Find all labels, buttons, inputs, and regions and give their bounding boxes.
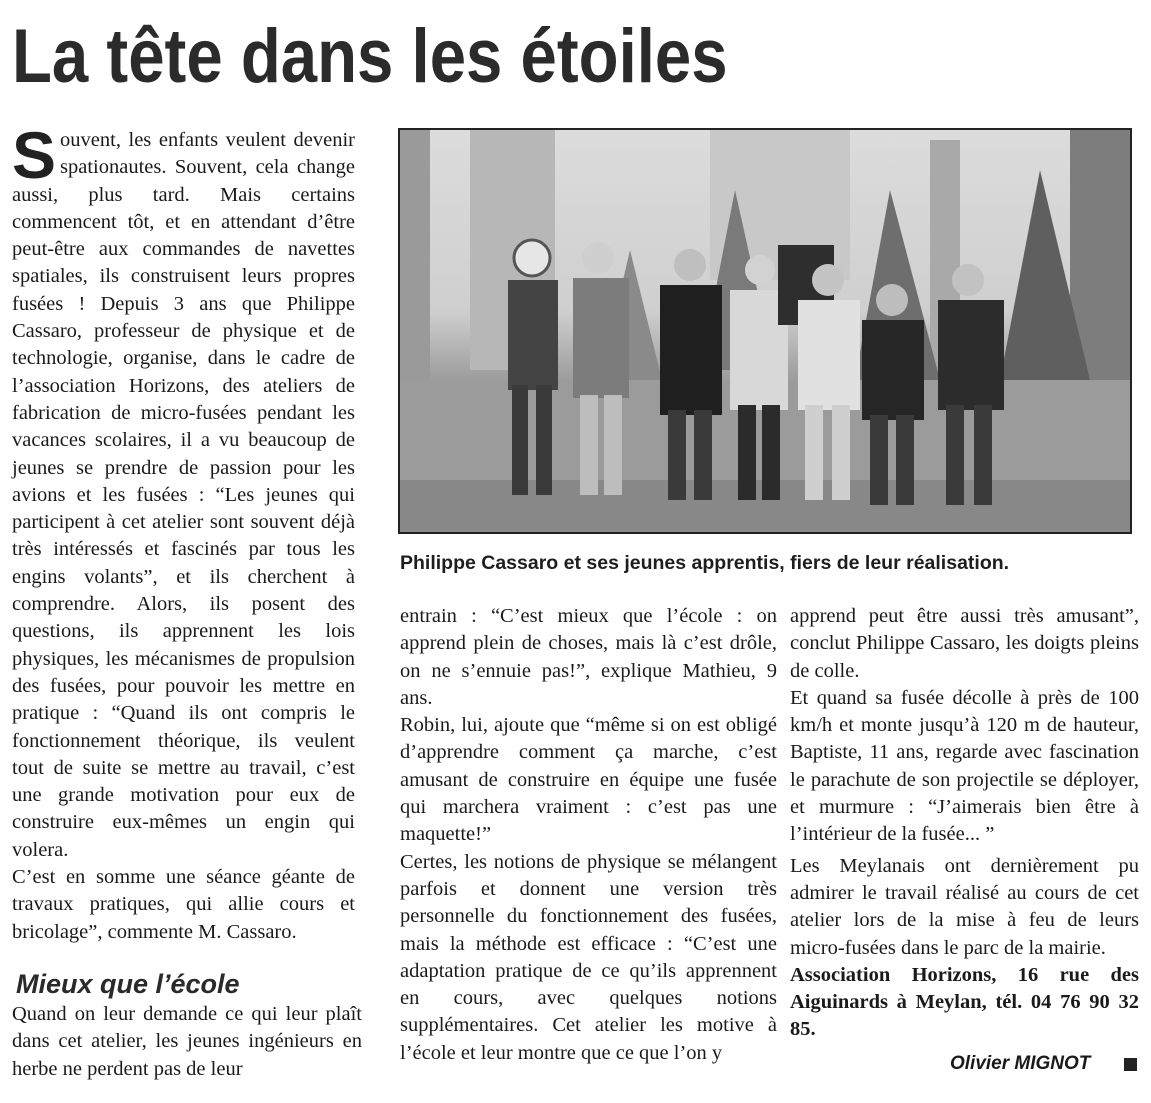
subhead: Mieux que l’école	[16, 969, 240, 999]
column-2	[400, 603, 777, 1067]
drop-cap: S	[12, 118, 57, 192]
paragraph: Et quand sa fusée décolle à près de 100 km/h et monte jusqu’à 120 m de hauteur, Baptiste, 11 ans, regarde avec fascination le parachute de son projectile se déployer, et murmure : “J’aimerais bien être à l’intérieur de la fusée... ”	[790, 686, 1139, 846]
paragraph: C’est en somme une séance géante de travaux pratiques, qui allie cours et bricolage”, commente M. Cassaro.	[12, 866, 355, 943]
group-photo-icon	[400, 130, 1130, 532]
paragraph: Robin, lui, ajoute que “même si on est obligé d’apprendre comment ça marche, c’est amusant de construire en équipe une fusée qui marchera vraiment : c’est pas une maquette!”	[400, 714, 777, 846]
end-mark-icon	[1124, 1058, 1137, 1071]
contact-info: Association Horizons, 16 rue des Aiguinards à Meylan, tél. 04 76 90 32 85.	[790, 963, 1139, 1041]
column-1	[12, 118, 355, 946]
paragraph: Certes, les notions de physique se mélangent parfois et donnent une version très personnelle du fonctionnement des fusées, mais la méthode est efficace : “C’est une adaptation pratique de ce qu’ils apprennent en cours, avec quelques notions supplémentaires. Cet atelier les motive à l’école et leur montre que ce que l’on y	[400, 850, 777, 1064]
paragraph: ouvent, les enfants veulent devenir spationautes. Souvent, cela change aussi, plus tard. Mais certains commencent tôt, et en attendant d’être peut-être aux commandes de navettes spatiales, ils construisent leurs propres fusées ! Depuis 3 ans que Philippe Cassaro, professeur de physique et de technologie, organise, dans le cadre de l’association Horizons, des ateliers de fabrication de micro-fusées pendant les vacances scolaires, il a vu beaucoup de jeunes se prendre de passion pour les avions et les fusées : “Les jeunes qui participent à cet atelier sont souvent déjà très intéressés et fascinés par tous les engins volants”, et ils cherchent à comprendre. Alors, ils posent des questions, ils apprennent les lois physiques, les mécanismes de propulsion des fusées, pour pouvoir les mettre en pratique : “Quand ils ont compris le fonctionnement théorique, ils veulent tout de suite se mettre au travail, c’est une grande motivation pour eux de construire eux-mêmes un engin qui volera.	[12, 129, 355, 861]
paragraph: Quand on leur demande ce qui leur plaît dans cet atelier, les jeunes ingénieurs en herbe ne perdent pas de leur	[12, 1003, 362, 1080]
paragraph: Les Meylanais ont dernièrement pu admirer le travail réalisé au cours de cet atelier lors de la mise à feu de leurs micro-fusées dans le parc de la mairie.	[790, 854, 1139, 959]
column-3	[790, 603, 1139, 1044]
column-1-continued	[12, 1001, 362, 1083]
headline: La tête dans les étoiles	[12, 14, 728, 99]
paragraph: entrain : “C’est mieux que l’école : on apprend plein de choses, mais là c’est drôle, on ne s’ennuie pas!”, explique Mathieu, 9 ans.	[400, 605, 777, 709]
paragraph: apprend peut être aussi très amusant”, conclut Philippe Cassaro, les doigts pleins de colle.	[790, 605, 1139, 682]
photo-caption: Philippe Cassaro et ses jeunes apprentis, fiers de leur réalisation.	[400, 552, 1010, 574]
group-photo	[398, 128, 1132, 534]
byline: Olivier MIGNOT	[950, 1053, 1091, 1074]
